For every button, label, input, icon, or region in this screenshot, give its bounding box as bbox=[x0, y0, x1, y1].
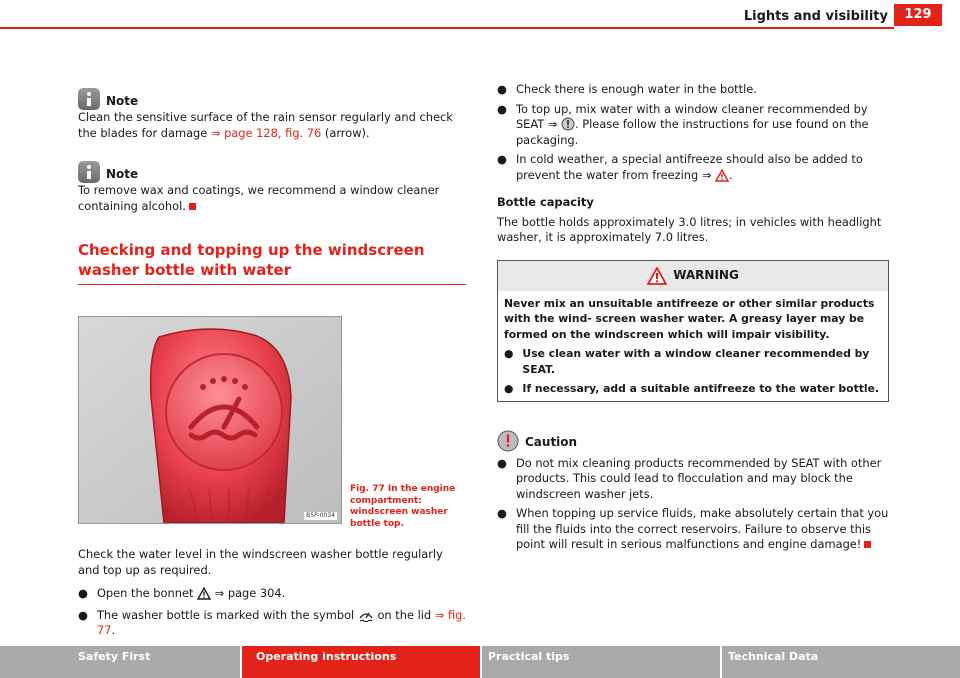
list-item: ● To top up, mix water with a window cleaner recommended by SEAT ⇒ . Please follow the instructions for use found on the packaging. bbox=[497, 101, 869, 147]
end-marker-icon bbox=[864, 541, 871, 548]
note-label: Note bbox=[106, 166, 139, 181]
figure-code: B5P-0034 bbox=[306, 512, 335, 519]
right-column bbox=[497, 78, 889, 553]
page-header bbox=[0, 0, 960, 30]
footer-tab-safety-first[interactable]: Safety First bbox=[0, 646, 240, 678]
info-note-icon bbox=[78, 88, 100, 110]
warning-triangle-icon bbox=[197, 587, 211, 600]
figure-caption: Fig. 77 In the engine compartment: windscreen washer bottle top. bbox=[350, 484, 456, 529]
note-label: Note bbox=[106, 93, 139, 108]
bullet-dot: ● bbox=[504, 382, 514, 395]
bullet-dot: ● bbox=[497, 455, 507, 470]
list-item: ● Use clean water with a window cleaner recommended by SEAT. bbox=[504, 347, 870, 376]
list-item: ● Do not mix cleaning products recommended by SEAT with other products. This could lead to flocculation and may block the windscreen washer jets. bbox=[497, 455, 882, 501]
note-heading bbox=[78, 155, 466, 183]
washer-cap-illustration bbox=[79, 317, 341, 523]
section-heading: Checking and topping up the windscreen washer bottle with water bbox=[78, 240, 466, 285]
bullet-dot: ● bbox=[497, 82, 507, 96]
bullet-dot: ● bbox=[497, 152, 507, 166]
footer-tab-technical-data[interactable]: Technical Data bbox=[722, 646, 960, 678]
chapter-title: Lights and visibility bbox=[743, 9, 888, 24]
info-note-icon bbox=[78, 161, 100, 183]
list-item: ● Check there is enough water in the bottle. bbox=[497, 82, 757, 96]
capacity-text: The bottle holds approximately 3.0 litres; in vehicles with headlight washer, it is approximately 7.0 litres. bbox=[497, 214, 882, 244]
warning-triangle-icon bbox=[715, 169, 729, 182]
figure-ref-link[interactable]: ⇒ fig. 77 bbox=[96, 607, 466, 637]
note-text: To remove wax and coatings, we recommend a window cleaner containing alcohol. bbox=[78, 183, 440, 213]
caution-icon bbox=[561, 117, 575, 131]
bullet-dot: ● bbox=[78, 586, 88, 600]
page-ref-link[interactable]: ⇒ page 128, fig. 76 bbox=[210, 125, 322, 140]
warning-header bbox=[498, 261, 888, 291]
capacity-heading: Bottle capacity bbox=[497, 195, 594, 209]
intro-text: Check the water level in the windscreen washer bottle regularly and top up as required. bbox=[78, 547, 443, 577]
list-item: ● In cold weather, a special antifreeze should also be added to prevent the water from freezing ⇒ . bbox=[497, 152, 863, 182]
header-rule bbox=[0, 27, 894, 29]
bullet-dot: ● bbox=[497, 101, 507, 116]
bullet-dot: ● bbox=[497, 506, 507, 520]
warning-triangle-icon bbox=[647, 267, 667, 285]
list-item: ● If necessary, add a suitable antifreeze to the water bottle. bbox=[504, 382, 880, 395]
note-heading bbox=[78, 82, 466, 110]
warning-label: WARNING bbox=[673, 267, 739, 282]
footer-tab-practical-tips[interactable]: Practical tips bbox=[482, 646, 720, 678]
list-item: ● When topping up service fluids, make absolutely certain that you fill the fluids into the correct reservoirs. Failure to observe this point will result in serious malfunctions and engine damage! bbox=[497, 506, 889, 551]
warning-body bbox=[498, 291, 888, 401]
left-column bbox=[78, 82, 466, 285]
bullet-dot: ● bbox=[504, 347, 514, 360]
caution-label: Caution bbox=[525, 435, 578, 449]
page-number: 129 bbox=[894, 4, 942, 26]
list-item: ● The washer bottle is marked with the symbol on the lid ⇒ fig. 77. bbox=[78, 607, 466, 637]
footer-tab-operating-instructions[interactable]: Operating instructions bbox=[242, 646, 480, 678]
figure-washer-cap bbox=[78, 316, 342, 524]
washer-symbol-icon bbox=[358, 609, 374, 622]
note-text: Clean the sensitive surface of the rain sensor regularly and check the blades for damage ⇒ page 128, fig. 76 (arrow). bbox=[78, 110, 453, 140]
warning-box bbox=[497, 260, 889, 402]
bullet-dot: ● bbox=[78, 607, 88, 622]
list-item: ● Open the bonnet ⇒ page 304. bbox=[78, 586, 286, 600]
caution-heading bbox=[497, 424, 889, 452]
footer-nav bbox=[0, 646, 960, 678]
end-marker-icon bbox=[189, 203, 196, 210]
caution-icon bbox=[497, 430, 519, 452]
section-body bbox=[78, 547, 466, 639]
warning-text: Never mix an unsuitable antifreeze or other similar products with the wind- screen washer water. A greasy layer may be formed on the windscreen which will impair visibility. bbox=[504, 296, 875, 341]
